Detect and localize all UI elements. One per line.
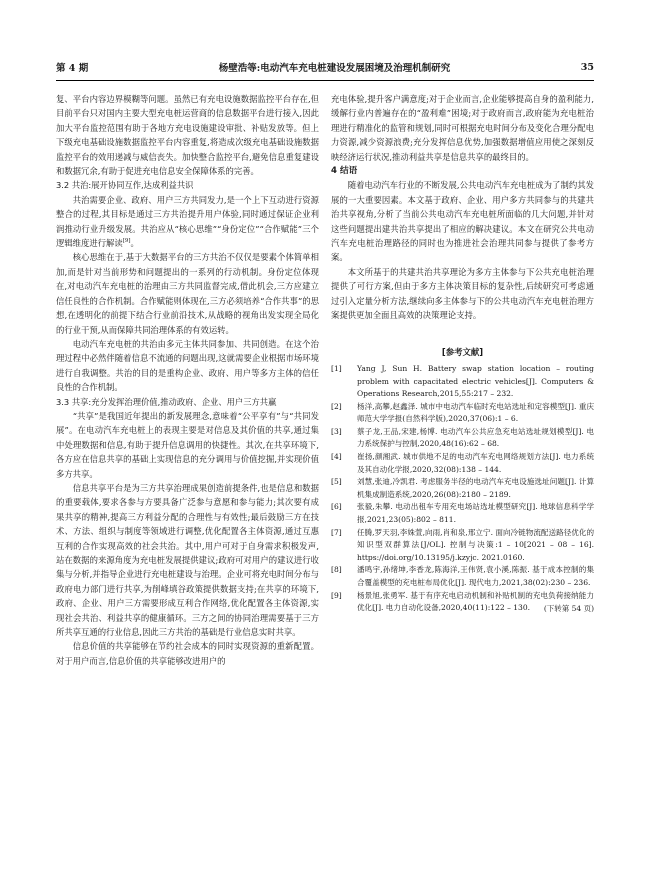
references-list <box>331 363 594 615</box>
paragraph-end: 。 <box>130 238 139 249</box>
reference-number: [2] <box>331 401 342 411</box>
issue-number: 第 4 期 <box>56 63 89 74</box>
header-rule <box>56 80 594 81</box>
reference-item <box>331 476 594 501</box>
page-header <box>56 58 594 76</box>
paragraph: 复、平台内容边界模糊等问题。虽然已有充电设施数据监控平台存在,但目前平台只对国内主要大型充电桩运营商的信息数据平台进行接入,因此加大平台监控范围有助于各地方充电设施建设审批、补贴发放等。但上下级充电基础设施数据监控平台内容重复,将造成次级充电基础设施数据监控平台的效用递减与威信丧失。加快整合监控平台,避免信息重复建设和数据冗余,有助于促进充电信息安全保障体系的完善。 <box>56 94 319 177</box>
paragraph: 核心思维在于,基于大数据平台的三方共治不仅仅是要素个体简单相加,而是针对当前形势和问题提出的一系列的行动机制。身份定位体现在,对电动汽车充电桩的治理由三方共同监督完成,借此机会,三方应建立信任良性的合作机制。合作赋能则体现在,三方必须培养“合作共事”的思想,在透明化的前提下结合行业前沿技术,从战略的视角出发实现全局化的行业干预,从而保障共同治理体系的有效运转。 <box>56 252 319 335</box>
reference-text: 刘慧,张迪,冷凯君. 考虑服务半径的电动汽车充电设施选址问题[J]. 计算机集成制造系统,2020,26(08):2180 – 2189. <box>357 477 594 499</box>
reference-item <box>331 401 594 426</box>
reference-number: [6] <box>331 502 342 512</box>
citation: [9] <box>122 238 131 245</box>
paragraph: 电动汽车充电桩的共治由多元主体共同参加、共同创造。在这个治理过程中必然伴随着信息不流通的问题出现,这就需要企业根据市场环境进行自我调整。共治的目的是重构企业、政府、用户等多方主体的信任良性的合作机制。 <box>56 338 319 393</box>
reference-text: 蔡子龙,王品,宋建,杨博. 电动汽车公共应急充电站选址规划模型[J]. 电力系统保护与控制,2020,48(16):62 – 68. <box>357 426 594 449</box>
reference-text: 崔扬,颜湘武. 城市供地不足的电动汽车充电网络规划方法[J]. 电力系统及其自动化学报,2020,32(08):138 – 144. <box>357 452 594 474</box>
paragraph: 充电体验,提升客户满意度;对于企业而言,企业能够提高自身的盈利能力,缓解行业内普遍存在的“盈利难”困境;对于政府而言,政府能为充电桩治理进行精准化的监管和规划,同时可根据充电时间分布及变化合理分配电力资源,减少资源浪费;充分发挥信息优势,加强数据增值应用使之深刻反映经济运行状况,推动利益共享是信息共享的最终目的。 <box>331 94 594 162</box>
reference-text: 杨洋,高攀,赵鑫泽. 城市中电动汽车临时充电站选址和定容模型[J]. 重庆师范大学学报(自然科学版),2020,37(06):1 – 6. <box>357 401 594 424</box>
running-title: 杨壁浩等:电动汽车充电桩建设发展困境及治理机制研究 <box>218 63 451 74</box>
reference-text: 张毅,朱攀. 电动出租车专用充电场站选址模型研究[J]. 地球信息科学学报,2021,23(05):802 – 811. <box>357 502 594 525</box>
reference-item <box>331 564 594 589</box>
reference-text: 杨景旭,张勇军. 基于有序充电启动机制和补贴机制的充电负荷接纳能力优化[J]. 电力自动化设备,2020,40(11):122 – 130. <box>357 590 594 613</box>
reference-number: [1] <box>331 363 342 373</box>
right-column <box>331 92 594 617</box>
reference-number: [3] <box>331 426 342 436</box>
paragraph: 本文所基于的共建共治共享理论为多方主体参与下公共充电桩治理提供了可行方案,但由于多方主体决策目标的复杂性,后续研究可考虑通过引入定量分析方法,继续向多主体参与下的公共电动汽车充电桩治理方案提供更加全面且高效的决策理论支持。 <box>331 266 594 321</box>
reference-item <box>331 501 594 526</box>
section-heading-3-3: 3.3 共享:充分发挥治理价值,推动政府、企业、用户三方共赢 <box>56 396 277 407</box>
page-number: 35 <box>580 61 594 73</box>
reference-number: [8] <box>331 565 342 575</box>
paragraph <box>56 193 319 251</box>
paragraph: 信息共享平台是为三方共享治理成果创造前提条件,也是信息和数据的重要载体,要求各参与方要具备广泛参与意愿和参与能力;其次要有成果共享的精神,提高三方利益分配的合理性与有效性;最后鼓励三方在技术、方法、组织与制度等领域进行调整,优化配置各主体资源,通过互惠互利的合作实现高效的社会共治。其中,用户可对于自身需求积极发声,站在数据的来源角度为充电桩发展提供建议;政府可对用户的建议进行收集与分析,并指导企业进行充电桩建设与治理。企业可将充电时间分布与政府电力部门进行共享,为削峰填谷政策提供数据支持;在共享的环境下,政府、企业、用户三方需要形成互利合作网络,优化配置各主体资源,实现社会共治、利益共享的健康循环。三方之间的协同治理需要基于三方所共享互通的行业信息,因此三方共治的基础是行业信息实时共享。 <box>56 482 319 638</box>
left-column <box>56 92 319 668</box>
reference-text: Yang J, Sun H. Battery swap station location – routing problem with capacitated electric vehicles[J]. Computers & Operations Research,2015,55:217 – 232. <box>357 363 594 399</box>
reference-item <box>331 527 594 565</box>
section-heading-3-2: 3.2 共治:展开协同互作,达成利益共识 <box>56 180 194 191</box>
reference-item <box>331 451 594 476</box>
reference-number: [5] <box>331 477 342 487</box>
paragraph: 随着电动汽车行业的不断发展,公共电动汽车充电桩成为了制约其发展的一大重要因素。本文基于政府、企业、用户多方共同参与的共建共治共享视角,分析了当前公共电动汽车充电桩所面临的几大问题,并针对这些问题提出建共治共享提出了相应的解决建议。本文在研究公共电动汽车充电桩治理路径的同时也为推进社会治理共同参与提供了参考方案。 <box>331 180 594 263</box>
paragraph-text: 共治需要企业、政府、用户三方共同发力,是一个上下互动进行资源整合的过程,其目标是通过三方共治提升用户体验,同时通过保证企业利润推动行业升级发展。共治应从“核心思维”“身份定位”“合作赋能”三个逻辑维度进行解读 <box>56 194 319 249</box>
paragraph: “共享”是我国近年提出的新发展理念,意味着“公平享有”与“共同发展”。在电动汽车充电桩上的表现主要是对信息及其价值的共享,通过集中处理数据和信息,有助于提升信息调用的快捷性。其次,在共享环境下,各方应在信息共享的基础上实现信息的充分调用与价值挖掘,并实现价值多方共享。 <box>56 410 319 479</box>
reference-text: 潘鸣宇,孙绪坤,李香龙,陈海洋,王伟贤,袁小溪,陈振. 基于成本控制的集合覆盖模型的充电桩布局优化[J]. 现代电力,2021,38(02):230 – 236. <box>357 565 594 587</box>
reference-number: [4] <box>331 452 342 462</box>
section-heading-4: 4 结语 <box>331 166 358 177</box>
reference-item <box>331 426 594 451</box>
reference-text: 任腾,罗天羽,李姝萱,向雨,肖和泉,邢立宁. 面向冷链物流配送路径优化的知识型双群算法[J/OL]. 控制与决策:1 – 10[2021 – 08 – 16]. https://doi.org/10.13195/j.kzyjc. 2021.0160. <box>357 527 594 562</box>
references-title: [参考文献] <box>441 346 484 357</box>
continued-note: (下转第 54 页) <box>543 604 594 614</box>
reference-number: [9] <box>331 590 342 600</box>
reference-item <box>331 363 594 401</box>
reference-number: [7] <box>331 527 342 537</box>
paragraph: 信息价值的共享能够在节约社会成本的同时实现资源的重新配置。对于用户而言,信息价值的共享能够改进用户的 <box>56 641 319 666</box>
